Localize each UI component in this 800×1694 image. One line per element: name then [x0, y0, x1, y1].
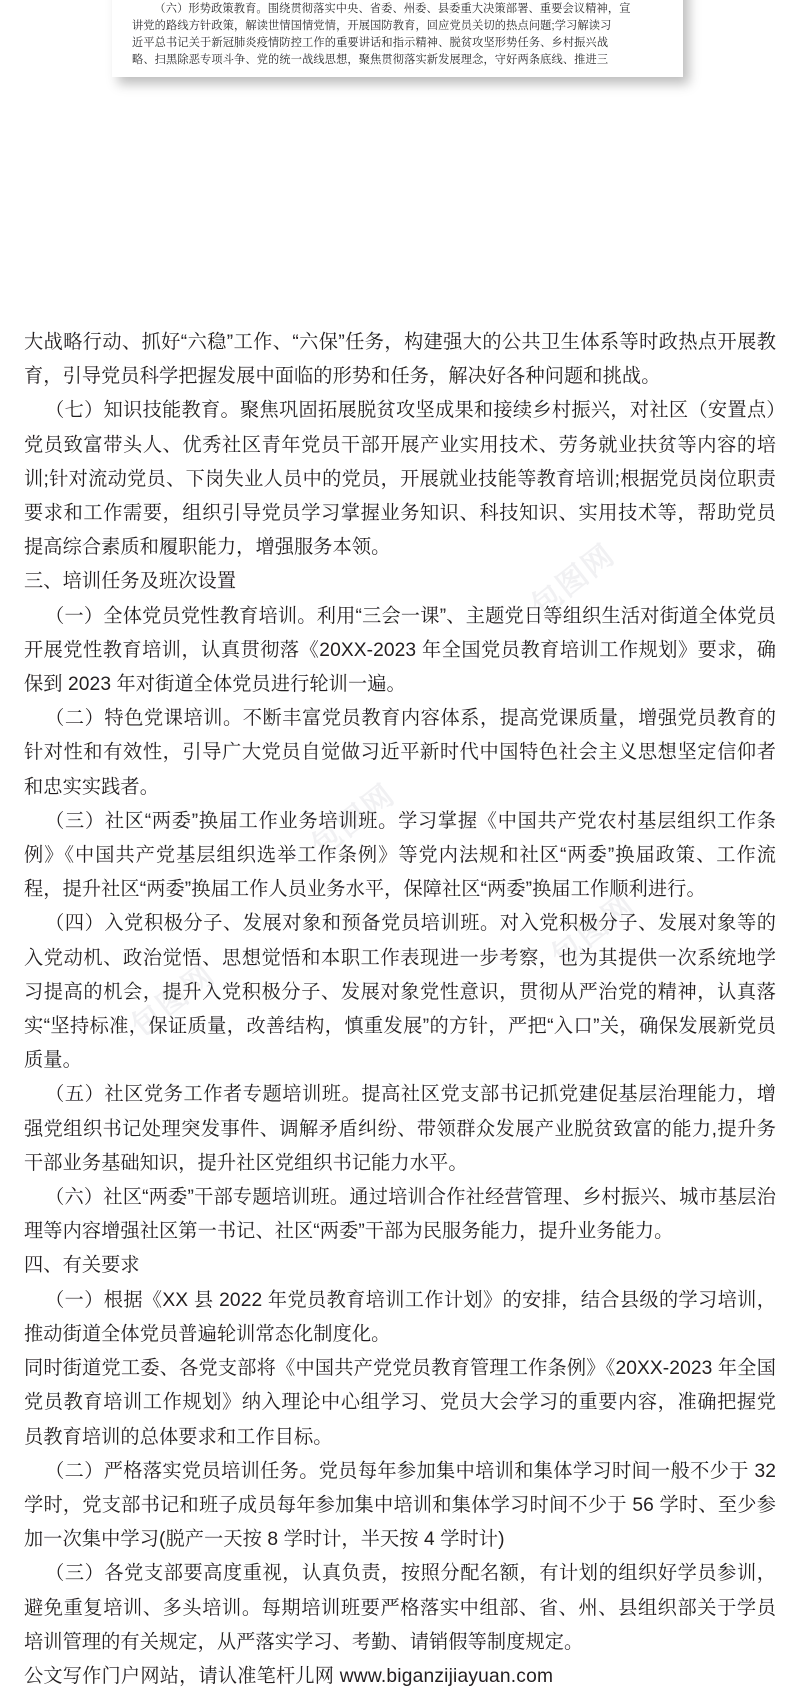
paragraph-4-2: （二）严格落实党员培训任务。党员每年参加集中培训和集体学习时间一般不少于 32 学时，党支部书记和班子成员每年参加集中培训和集体学习时间不少于 56 学时、至少参加一次集中学习(脱产一天按 8 学时计，半天按 4 学时计)	[24, 1460, 776, 1551]
paragraph-knowledge-skills: （七）知识技能教育。聚焦巩固拓展脱贫攻坚成果和接续乡村振兴，对社区（安置点）党员致富带头人、优秀社区青年党员干部开展产业实用技术、劳务就业扶贫等内容的培训;针对流动党员、下岗失业人员中的党员，开展就业技能等教育培训;根据党员岗位职责要求和工作需要，组织引导党员学习掌握业务知识、科技知识、实用技术等，帮助党员提高综合素质和履职能力，增强服务本领。	[24, 400, 776, 559]
paragraph-4-1-continued: 同时街道党工委、各党支部将《中国共产党党员教育管理工作条例》《20XX-2023 年全国党员教育培训工作规划》纳入理论中心组学习、党员大会学习的重要内容，准确把握党员教育培训的总体要求和工作目标。	[24, 1358, 776, 1448]
card-line: 讲党的路线方针政策，解读世情国情党情，开展国防教育，回应党员关切的热点问题;学习解读习	[132, 19, 612, 32]
paragraph-4-1: （一）根据《XX 县 2022 年党员教育培训工作计划》的安排，结合县级的学习培训，推动街道全体党员普遍轮训常态化制度化。	[24, 1289, 776, 1345]
paragraph-3-3: （三）社区“两委”换届工作业务培训班。学习掌握《中国共产党农村基层组织工作条例》《中国共产党基层组织选举工作条例》等党内法规和社区“两委”换届政策、工作流程，提升社区“两委”换届工作人员业务水平，保障社区“两委”换届工作顺利进行。	[24, 810, 776, 901]
card-line: 略、扫黑除恶专项斗争、党的统一战线思想，聚焦贯彻落实新发展理念，守好两条底线、推进三	[132, 53, 609, 66]
paragraph-3-4: （四）入党积极分子、发展对象和预备党员培训班。对入党积极分子、发展对象等的入党动机、政治觉悟、思想觉悟和本职工作表现进一步考察，也为其提供一次系统地学习提高的机会，提升入党积极分子、发展对象党性意识，贯彻从严治党的精神，认真落实“坚持标准，保证质量，改善结构，慎重发展”的方针，严把“入口”关，确保发展新党员质量。	[24, 913, 776, 1072]
paragraph-4-3: （三）各党支部要高度重视，认真负责，按照分配名额，有计划的组织好学员参训，避免重复培训、多头培训。每期培训班要严格落实中组部、省、州、县组织部关于学员培训管理的有关规定，从严落实学习、考勤、请销假等制度规定。	[24, 1563, 776, 1653]
document-card	[112, 0, 683, 77]
watermark: 包图网	[525, 537, 622, 624]
paragraph-continued: 大战略行动、抓好“六稳”工作、“六保”任务，构建强大的公共卫生体系等时政热点开展教育，引导党员科学把握发展中面临的形势和任务，解决好各种问题和挑战。	[24, 332, 777, 388]
document-body	[24, 326, 776, 1694]
watermark: 包图网	[305, 777, 402, 864]
card-line: 近平总书记关于新冠肺炎疫情防控工作的重要讲话和指示精神、脱贫攻坚形势任务、乡村振兴战	[132, 36, 609, 49]
paragraph-3-6: （六）社区“两委”干部专题培训班。通过培训合作社经营管理、乡村振兴、城市基层治理等内容增强社区第一书记、社区“两委”干部为民服务能力，提升业务能力。	[24, 1187, 776, 1243]
footer-site-credit: 公文写作门户网站，请认准笔杆儿网 www.biganzijiayuan.com	[24, 1665, 554, 1687]
watermark: 包图网	[125, 957, 222, 1044]
section-heading-three: 三、培训任务及班次设置	[24, 571, 237, 593]
paragraph-3-2: （二）特色党课培训。不断丰富党员教育内容体系，提高党课质量，增强党员教育的针对性和有效性，引导广大党员自觉做习近平新时代中国特色社会主义思想坚定信仰者和忠实实践者。	[24, 708, 776, 798]
card-line: （六）形势政策教育。围绕贯彻落实中央、省委、州委、县委重大决策部署、重要会议精神，宣	[154, 2, 631, 15]
paragraph-3-1: （一）全体党员党性教育培训。利用“三会一课”、主题党日等组织生活对街道全体党员开展党性教育培训，认真贯彻落《20XX-2023 年全国党员教育培训工作规划》要求，确保到 2023 年对街道全体党员进行轮训一遍。	[24, 605, 776, 696]
watermark: 包图网	[545, 887, 642, 974]
section-heading-four: 四、有关要求	[24, 1255, 140, 1277]
paragraph-3-5: （五）社区党务工作者专题培训班。提高社区党支部书记抓党建促基层治理能力，增强党组织书记处理突发事件、调解矛盾纠纷、带领群众发展产业脱贫致富的能力,提升务干部业务基础知识，提升社区党组织书记能力水平。	[24, 1084, 776, 1174]
embedded-document-screenshot	[0, 0, 800, 196]
